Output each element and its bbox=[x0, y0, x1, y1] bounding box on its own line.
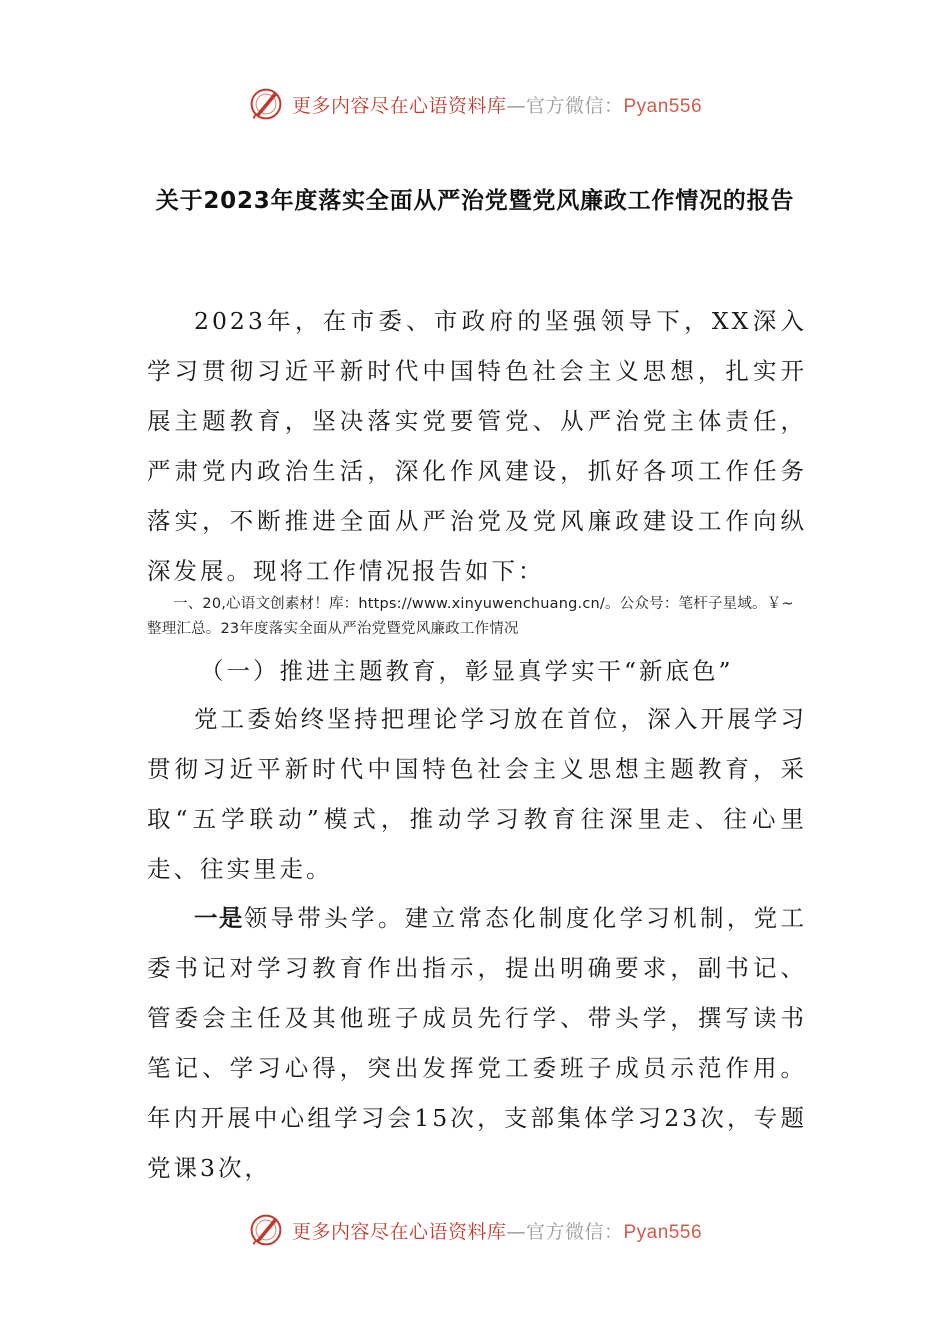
intro-paragraph: 2023年，在市委、市政府的坚强领导下，XX深入学习贯彻习近平新时代中国特色社会主义思想，扎实开展主题教育，坚决落实党要管党、从严治党主体责任，严肃党内政治生活，深化作风建设，抓好各项工作任务落实，不断推进全面从严治党及党风廉政建设工作向纵深发展。现将工作情况报告如下： bbox=[147, 307, 807, 585]
banner-text bbox=[292, 91, 702, 118]
banner-wechat-label: 官方微信： bbox=[525, 1220, 624, 1243]
banner-wechat-label: 官方微信： bbox=[525, 94, 624, 117]
section-heading: （一）推进主题教育，彰显真学实干“新底色” bbox=[200, 657, 734, 685]
banner-wechat-id: Pyan556 bbox=[623, 1221, 703, 1243]
footer-banner bbox=[0, 1208, 950, 1252]
source-note: 一、20,心语文创素材！库：https://www.xinyuwenchuang.cn/。公众号：笔杆子星域。￥~整理汇总。23年度落实全面从严治党暨党风廉政工作情况 bbox=[147, 596, 794, 637]
point-lead: 一是 bbox=[194, 904, 244, 932]
banner-wechat-id: Pyan556 bbox=[623, 95, 703, 117]
quill-pen-logo-icon bbox=[248, 86, 284, 122]
point-paragraph bbox=[147, 893, 807, 1193]
quill-pen-logo-icon bbox=[248, 1212, 284, 1248]
header-banner bbox=[0, 82, 950, 126]
banner-site-name: 更多内容尽在心语资料库 bbox=[291, 1220, 507, 1243]
section-body-paragraph: 党工委始终坚持把理论学习放在首位，深入开展学习贯彻习近平新时代中国特色社会主义思想主题教育，采取“五学联动”模式，推动学习教育往深里走、往心里走、往实里走。 bbox=[147, 705, 807, 883]
point-body: 领导带头学。建立常态化制度化学习机制，党工委书记对学习教育作出指示，提出明确要求，副书记、管委会主任及其他班子成员先行学、带头学，撰写读书笔记、学习心得，突出发挥党工委班子成员示范作用。年内开展中心组学习会15次，支部集体学习23次，专题党课3次， bbox=[147, 904, 808, 1182]
banner-separator: — bbox=[506, 94, 526, 117]
banner-text bbox=[292, 1217, 702, 1244]
banner-site-name: 更多内容尽在心语资料库 bbox=[291, 94, 507, 117]
document-title: 关于2023年度落实全面从严治党暨党风廉政工作情况的报告 bbox=[155, 188, 795, 214]
banner-separator: — bbox=[506, 1220, 526, 1243]
